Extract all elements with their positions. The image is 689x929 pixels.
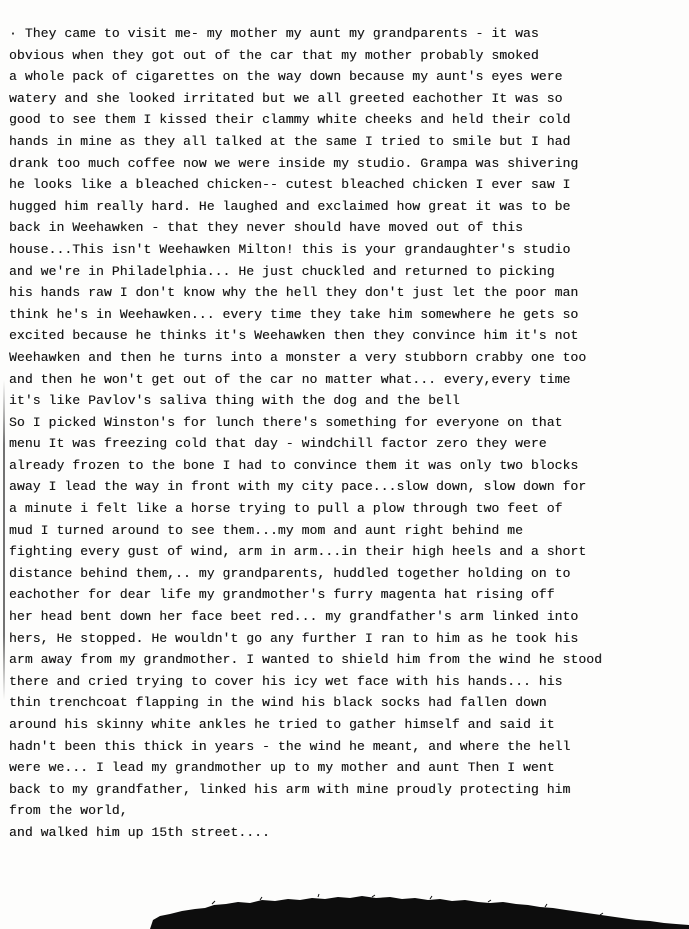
text-line-23: a minute i felt like a horse trying to pull a plow through two feet of <box>9 501 563 517</box>
text-line-32: thin trenchcoat flapping in the wind his black socks had fallen down <box>9 695 547 711</box>
text-line-8: he looks like a bleached chicken-- cutest bleached chicken I ever saw I <box>9 177 571 193</box>
text-line-1: · They came to visit me- my mother my aunt my grandparents - it was <box>9 26 539 41</box>
text-line-19: So I picked Winston's for lunch there's something for everyone on that <box>9 414 563 430</box>
text-line-29: hers, He stopped. He wouldn't go any further I ran to him as he took his <box>9 630 579 646</box>
text-line-18: it's like Pavlov's saliva thing with the dog and the bell <box>9 393 460 409</box>
text-line-11: house...This isn't Weehawken Milton! this is your grandaughter's studio <box>9 241 571 257</box>
text-line-6: hands in mine as they all talked at the same I tried to smile but I had <box>9 133 571 149</box>
text-line-2: obvious when they got out of the car that my mother probably smoked <box>9 47 539 63</box>
text-line-36: back to my grandfather, linked his arm with mine proudly protecting him <box>9 781 571 797</box>
text-line-20: menu It was freezing cold that day - windchill factor zero they were <box>9 436 547 452</box>
text-line-26: distance behind them,.. my grandparents, huddled together holding on to <box>9 565 571 581</box>
scan-left-edge-shadow <box>3 380 5 700</box>
text-line-16: Weehawken and then he turns into a monster a very stubborn crabby one too <box>9 349 587 365</box>
text-line-14: think he's in Weehawken... every time they take him somewhere he gets so <box>9 306 579 322</box>
text-line-34: hadn't been this thick in years - the wind he meant, and where the hell <box>9 738 571 754</box>
text-line-28: her head bent down her face beet red... my grandfather's arm linked into <box>9 609 579 625</box>
text-line-15: excited because he thinks it's Weehawken then they convince him it's not <box>9 328 579 344</box>
text-line-30: arm away from my grandmother. I wanted to shield him from the wind he stood <box>9 652 603 668</box>
text-line-17: and then he won't get out of the car no matter what... every,every time <box>9 371 571 387</box>
text-line-4: watery and she looked irritated but we all greeted eachother It was so <box>9 90 563 106</box>
text-line-35: were we... I lead my grandmother up to my mother and aunt Then I went <box>9 760 555 776</box>
torn-paper-edge <box>0 890 689 929</box>
text-line-7: drank too much coffee now we were inside my studio. Grampa was shivering <box>9 155 579 171</box>
text-line-33: around his skinny white ankles he tried to gather himself and said it <box>9 717 555 732</box>
text-line-31: there and cried trying to cover his icy wet face with his hands... his <box>9 673 563 689</box>
text-line-21: already frozen to the bone I had to convince them it was only two blocks <box>9 457 579 473</box>
text-line-37: from the world, <box>9 803 128 819</box>
text-line-22: away I lead the way in front with my city pace...slow down, slow down for <box>9 479 587 495</box>
text-line-13: his hands raw I don't know why the hell they don't just let the poor man <box>9 285 579 301</box>
text-line-5: good to see them I kissed their clammy white cheeks and held their cold <box>9 112 571 128</box>
text-line-27: eachother for dear life my grandmother's furry magenta hat rising off <box>9 587 555 603</box>
text-line-24: mud I turned around to see them...my mom and aunt right behind me <box>9 522 523 538</box>
typewritten-text <box>9 23 685 844</box>
text-line-25: fighting every gust of wind, arm in arm...in their high heels and a short <box>9 544 587 560</box>
text-line-10: back in Weehawken - that they never should have moved out of this <box>9 220 523 236</box>
text-line-38: and walked him up 15th street.... <box>9 824 270 840</box>
torn-edge-shape <box>150 896 689 929</box>
text-line-3: a whole pack of cigarettes on the way down because my aunt's eyes were <box>9 69 563 85</box>
text-line-12: and we're in Philadelphia... He just chuckled and returned to picking <box>9 263 555 279</box>
text-line-9: hugged him really hard. He laughed and exclaimed how great it was to be <box>9 198 571 214</box>
